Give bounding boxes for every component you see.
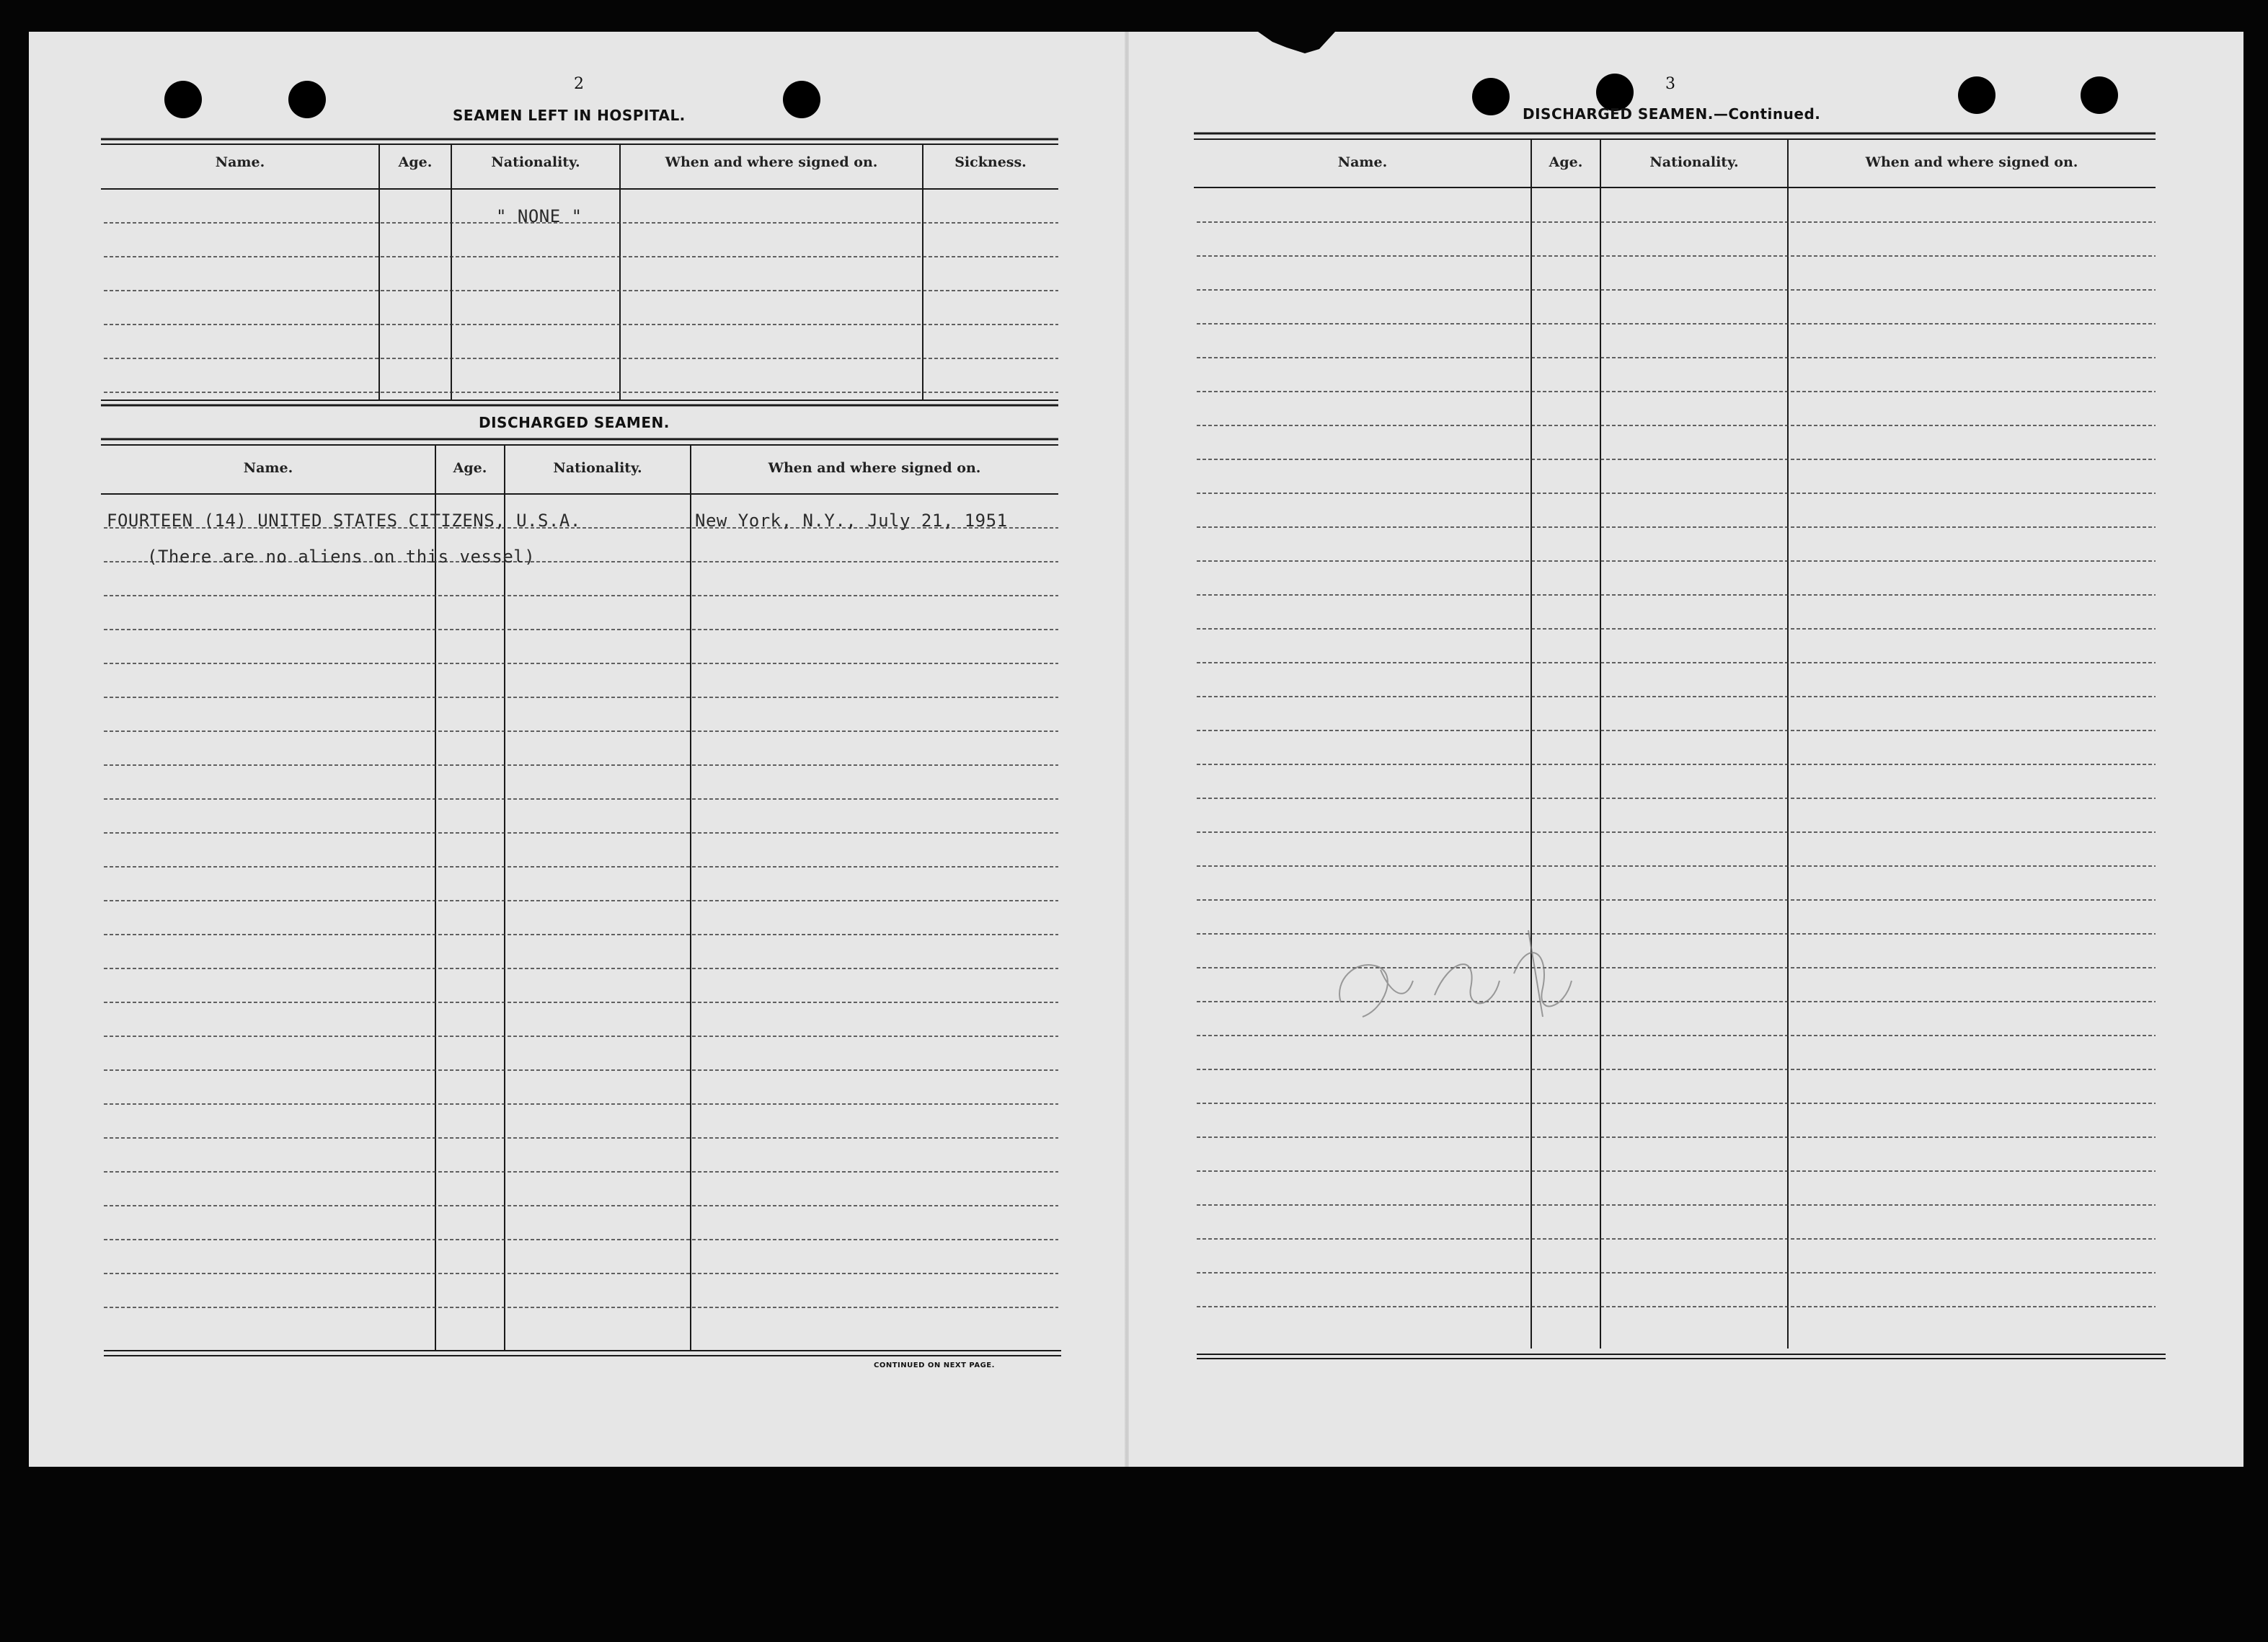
hospital-col-sickness: Sickness. bbox=[954, 154, 1027, 170]
hospital-col-age: Age. bbox=[398, 154, 433, 170]
discharged-entry-name: FOURTEEN (14) UNITED STATES CITIZENS, U.S.A. bbox=[107, 511, 581, 531]
hospital-col-nationality: Nationality. bbox=[491, 154, 580, 170]
discharged-entry-signed-on: New York, N.Y., July 21, 1951 bbox=[695, 511, 1008, 531]
continued-col-name: Name. bbox=[1337, 154, 1388, 170]
continued-footer: CONTINUED ON NEXT PAGE. bbox=[874, 1361, 995, 1369]
page-number-right: 3 bbox=[1665, 75, 1675, 93]
continued-col-nationality: Nationality. bbox=[1649, 154, 1739, 170]
discharged-col-signed-on: When and where signed on. bbox=[768, 460, 981, 476]
continued-col-signed-on: When and where signed on. bbox=[1865, 154, 2078, 170]
discharged-col-nationality: Nationality. bbox=[553, 460, 642, 476]
hospital-col-signed-on: When and where signed on. bbox=[665, 154, 878, 170]
discharged-col-age: Age. bbox=[453, 460, 487, 476]
discharged-section-title: DISCHARGED SEAMEN. bbox=[479, 414, 670, 431]
discharged-continued-title: DISCHARGED SEAMEN.—Continued. bbox=[1523, 105, 1821, 123]
discharged-entry-note: (There are no aliens on this vessel) bbox=[147, 547, 536, 567]
hospital-col-name: Name. bbox=[215, 154, 265, 170]
page-number-left: 2 bbox=[574, 75, 584, 93]
discharged-col-name: Name. bbox=[243, 460, 293, 476]
hospital-section-title: SEAMEN LEFT IN HOSPITAL. bbox=[453, 107, 686, 124]
continued-col-age: Age. bbox=[1549, 154, 1583, 170]
hospital-none-entry: " NONE " bbox=[496, 206, 582, 226]
handwritten-signature bbox=[1312, 909, 1600, 1038]
